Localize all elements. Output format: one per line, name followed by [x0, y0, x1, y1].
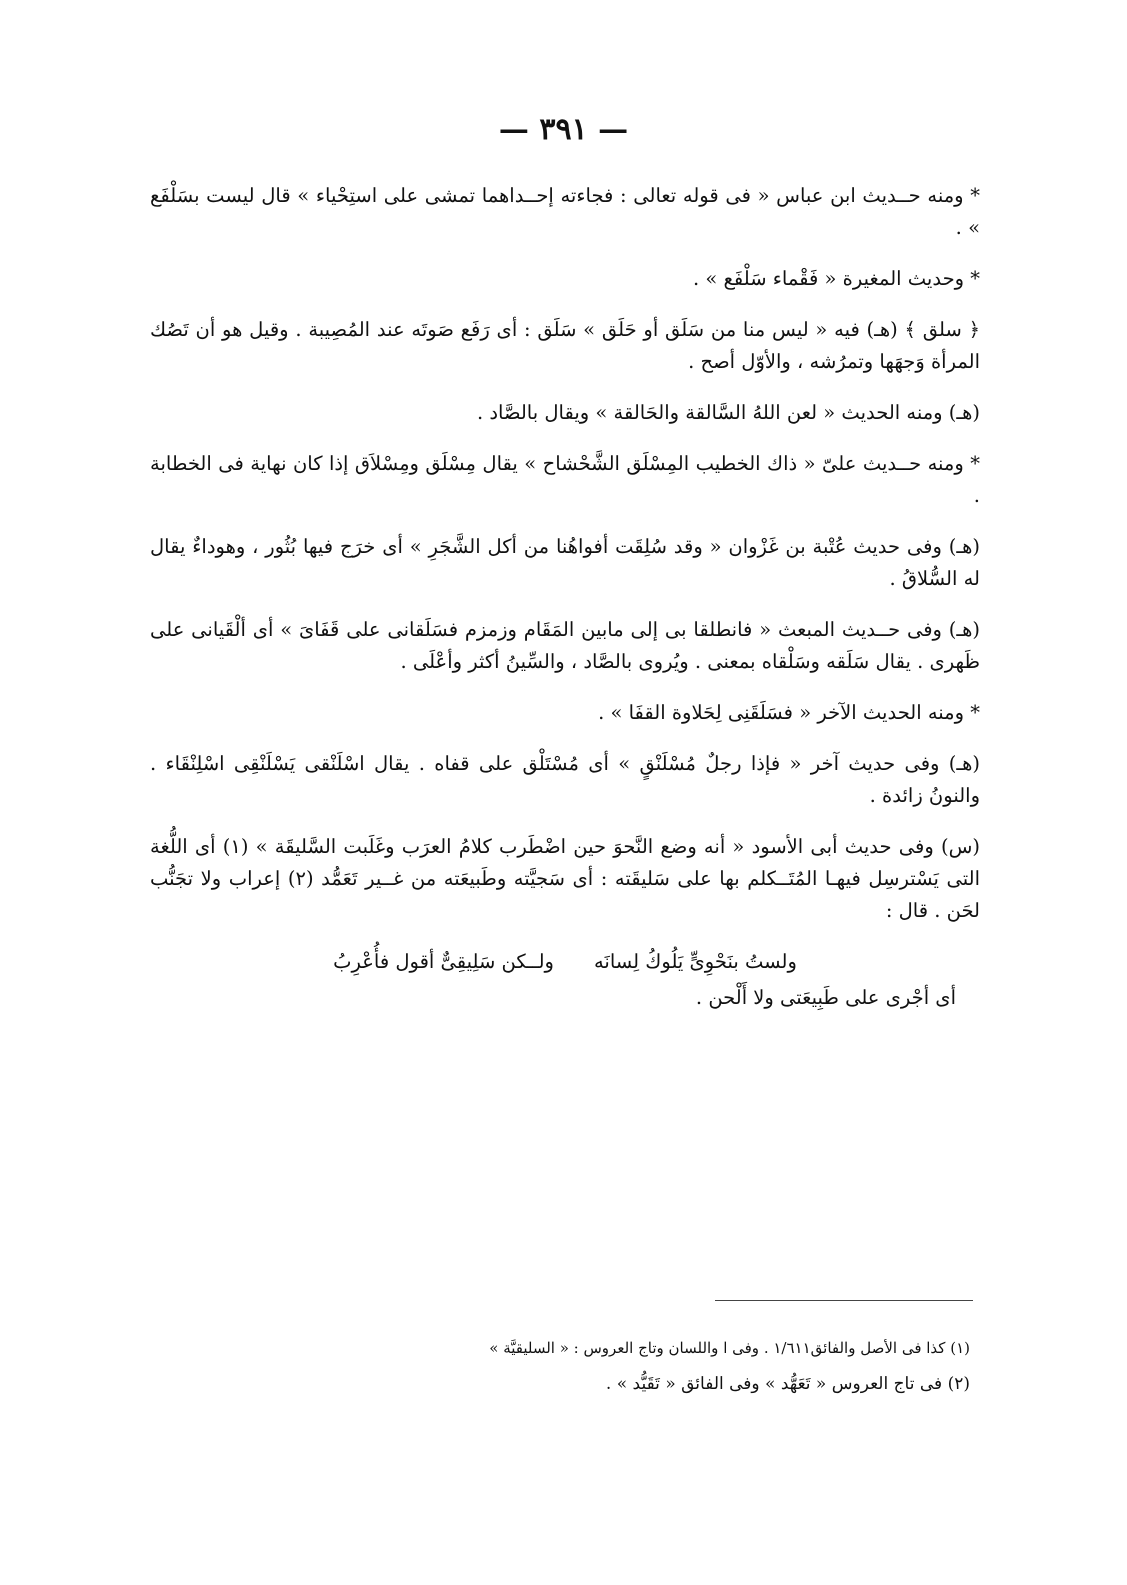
paragraph-2: * وحديث المغيرة « فَقْماء سَلْفَع » .: [693, 267, 980, 290]
paragraph-4: (هـ) ومنه الحديث « لعن اللهُ السَّالقة والحَالقة » ويقال بالصَّاد .: [476, 401, 980, 424]
paragraph-1: * ومنه حــديث ابن عباس « فى قوله تعالى : فجاءته إحــداهما تمشى على استِحْياء » قال ليست بسَلْفَع » .: [150, 184, 980, 239]
verse-first-hemistich: ولستُ بنَحْوِىٍّ يَلُوكُ لِسانَه: [593, 950, 797, 973]
verse-second-hemistich: ولــكن سَلِيقِىٌّ أقول فأُعْرِبُ: [333, 950, 554, 973]
paragraph-7: (هـ) وفى حــديث المبعث « فانطلقا بى إلى مابين المَقَام وزمزم فسَلَقانى على قَفَاىَ » أى ألْقَيانى على ظَهرى . يقال سَلَقه وسَلْقاه بمعنى . ويُروى بالصَّاد ، والسِّينُ أكثر وأعْلَى .: [150, 618, 980, 673]
paragraph-10: (س) وفى حديث أبى الأسود « أنه وضع النَّحوَ حين اضْطَرب كلامُ العرَب وغَلَبت السَّليقَة » (١) أى اللُّغة التى يَسْترسِل فيهـا المُتَــكلم بها على سَليقَته : أى سَجيَّته وطَبيعَته من غــير تَعَمُّد (٢) إعراب ولا تجَنُّب لحَن . قال :: [150, 835, 980, 922]
verse-explanation: أى أجْرى على طَبِيعَتى ولا أَلْحن .: [695, 986, 956, 1009]
paragraph-9: (هـ) وفى حديث آخر « فإذا رجلٌ مُسْلَنْقٍ » أى مُسْتَلْق على قفاه . يقال اسْلَنْقى يَسْلَنْقِى اسْلِنْقَاء . والنونُ زائدة .: [150, 752, 980, 807]
paragraph-3: ﴿ سلق ﴾ (هـ) فيه « ليس منا من سَلَق أو حَلَق » سَلَق : أى رَفَع صَوتَه عند المُصِيبة . وقيل هو أن تَصُك المرأة وَجهَها وتمرُشه ، والأوّل أصح .: [150, 318, 980, 373]
main-text: [150, 180, 980, 1014]
page-number: — ٣٩١ —: [498, 112, 629, 147]
paragraph-6: (هـ) وفى حديث عُتْبة بن غَزْوان « وقد سُلِقَت أفواهُنا من أكل الشَّجَرِ » أى خرَج فيها بُثُور ، وهوداءٌ يقال له السُّلاقُ .: [150, 535, 980, 590]
footnote-2: (٢) فى تاج العروس « تَعَهُّد » وفى الفائق « تَقَيُّد » .: [605, 1374, 970, 1394]
footnotes: [200, 1333, 970, 1405]
paragraph-5: * ومنه حــديث علىّ « ذاك الخطيب المِسْلَق الشَّحْشاح » يقال مِسْلَق ومِسْلاَق إذا كان نهاية فى الخطابة .: [150, 452, 980, 507]
poetry-verse: [150, 946, 980, 978]
footnote-1: (١) كذا فى الأصل والفائق١/٦١١ . وفى ا واللسان وتاج العروس : « السليقيَّة »: [489, 1339, 970, 1357]
paragraph-8: * ومنه الحديث الآخر « فسَلَقَنِى لِحَلاوة القفَا » .: [598, 701, 980, 724]
footnote-divider: [715, 1300, 973, 1301]
